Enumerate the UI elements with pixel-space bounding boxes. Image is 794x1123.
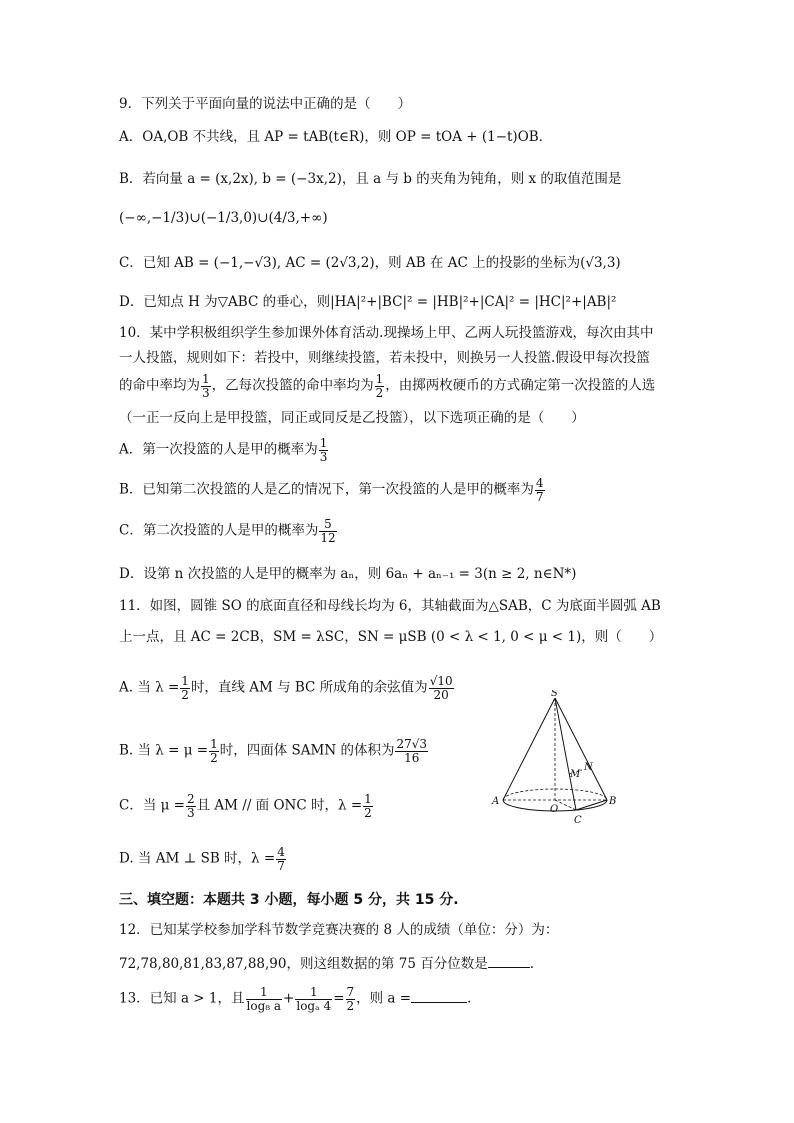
label-o: O	[550, 804, 559, 815]
q10-text-a: 的命中率均为	[119, 377, 200, 394]
q10-option-b: B．已知第二次投篮的人是乙的情况下，第一次投篮的人是甲的概率为 $\frac{4}{7}$	[119, 476, 544, 504]
q10-frac-jia: $\frac{1}{3}$	[202, 372, 210, 400]
cone-figure	[490, 690, 620, 825]
q11-option-b: B. 当 λ = μ = $\frac{1}{2}$ 时，四面体 SAMN 的体积为 $\frac{27√3}{16}$	[119, 737, 428, 765]
q12-line2: 72,78,80,81,83,87,88,90，则这组数据的第 75 百分位数是 .	[119, 956, 535, 972]
section-heading: 三、填空题：本题共 3 小题，每小题 5 分，共 15 分.	[119, 892, 459, 908]
q10-text-c: ，由掷两枚硬币的方式确定第一次投篮的人选	[385, 377, 656, 394]
q13-line: 13．已知 a > 1，且 $\frac{1}{\text{log₈ a}}$ + $\frac{1}{\text{logₐ 4}}$ = $\frac{7}{2}$ ，则 a = .	[119, 985, 472, 1013]
q11-option-c: C．当 μ = $\frac{2}{3}$ 且 AM // 面 ONC 时，λ = $\frac{1}{2}$	[119, 792, 372, 820]
label-n: N	[584, 762, 593, 773]
label-b: B	[609, 796, 617, 807]
label-a: A	[492, 796, 500, 807]
q10-option-a: A．第一次投篮的人是甲的概率为 $\frac{1}{3}$	[119, 436, 328, 464]
q11-stem-line1: 11．如图，圆锥 SO 的底面直径和母线长均为 6，其轴截面为△SAB，C 为底面半圆弧 AB	[119, 598, 661, 614]
q11-option-a: A. 当 λ = $\frac{1}{2}$ 时，直线 AM 与 BC 所成角的余弦值为 $\frac{√10}{20}$	[119, 674, 453, 702]
q10-stem-line4: （一正一反向上是甲投篮，同正或同反是乙投篮），以下选项正确的是（ ）	[119, 410, 585, 426]
q10-text-b: ，乙每次投篮的命中率均为	[211, 377, 374, 394]
q10-stem-line3	[119, 373, 655, 399]
q11-stem-line2: 上一点，且 AC = 2CB，SM = λSC，SN = μSB (0 < λ < 1, 0 < μ < 1)，则（ ）	[119, 629, 663, 645]
q10-option-d: D．设第 n 次投篮的人是甲的概率为 aₙ，则 6aₙ + aₙ₋₁ = 3(n ≥ 2, n∈N*)	[119, 566, 577, 582]
q11-option-d: D. 当 AM ⊥ SB 时，λ = $\frac{4}{7}$	[119, 845, 285, 873]
q9-option-b-line2: (−∞,−1/3)∪(−1/3,0)∪(4/3,+∞)	[119, 210, 328, 226]
q10-stem-line2: 一人投篮，规则如下：若投中，则继续投篮，若未投中，则换另一人投篮.假设甲每次投篮	[119, 350, 650, 366]
q10-stem-line1: 10．某中学积极组织学生参加课外体育活动.现操场上甲、乙两人玩投篮游戏，每次由其中	[119, 325, 654, 341]
q12-answer-blank	[488, 955, 530, 968]
q10-option-c: C．第二次投篮的人是甲的概率为 $\frac{5}{12}$	[119, 517, 336, 545]
q9-option-c: C．已知 AB = (−1,−√3), AC = (2√3,2)，则 AB 在 AC 上的投影的坐标为(√3,3)	[119, 255, 621, 271]
q13-answer-blank	[411, 990, 467, 1003]
q10-frac-yi: $\frac{1}{2}$	[375, 372, 384, 400]
q9-stem: 9．下列关于平面向量的说法中正确的是（ ）	[119, 96, 412, 112]
label-m: M	[570, 769, 581, 780]
q9-option-d: D．已知点 H 为▽ABC 的垂心，则|HA|²+|BC|² = |HB|²+|CA|² = |HC|²+|AB|²	[119, 294, 617, 310]
label-c: C	[574, 815, 582, 825]
q9-option-b-line1: B．若向量 a = (x,2x), b = (−3x,2)，且 a 与 b 的夹角为钝角，则 x 的取值范围是	[119, 171, 622, 187]
label-s: S	[551, 690, 558, 699]
q9-option-a: A．OA,OB 不共线，且 AP = tAB(t∈R)，则 OP = tOA + (1−t)OB．	[119, 129, 553, 145]
q12-line1: 12．已知某学校参加学科节数学竞赛决赛的 8 人的成绩（单位：分）为：	[119, 922, 559, 938]
